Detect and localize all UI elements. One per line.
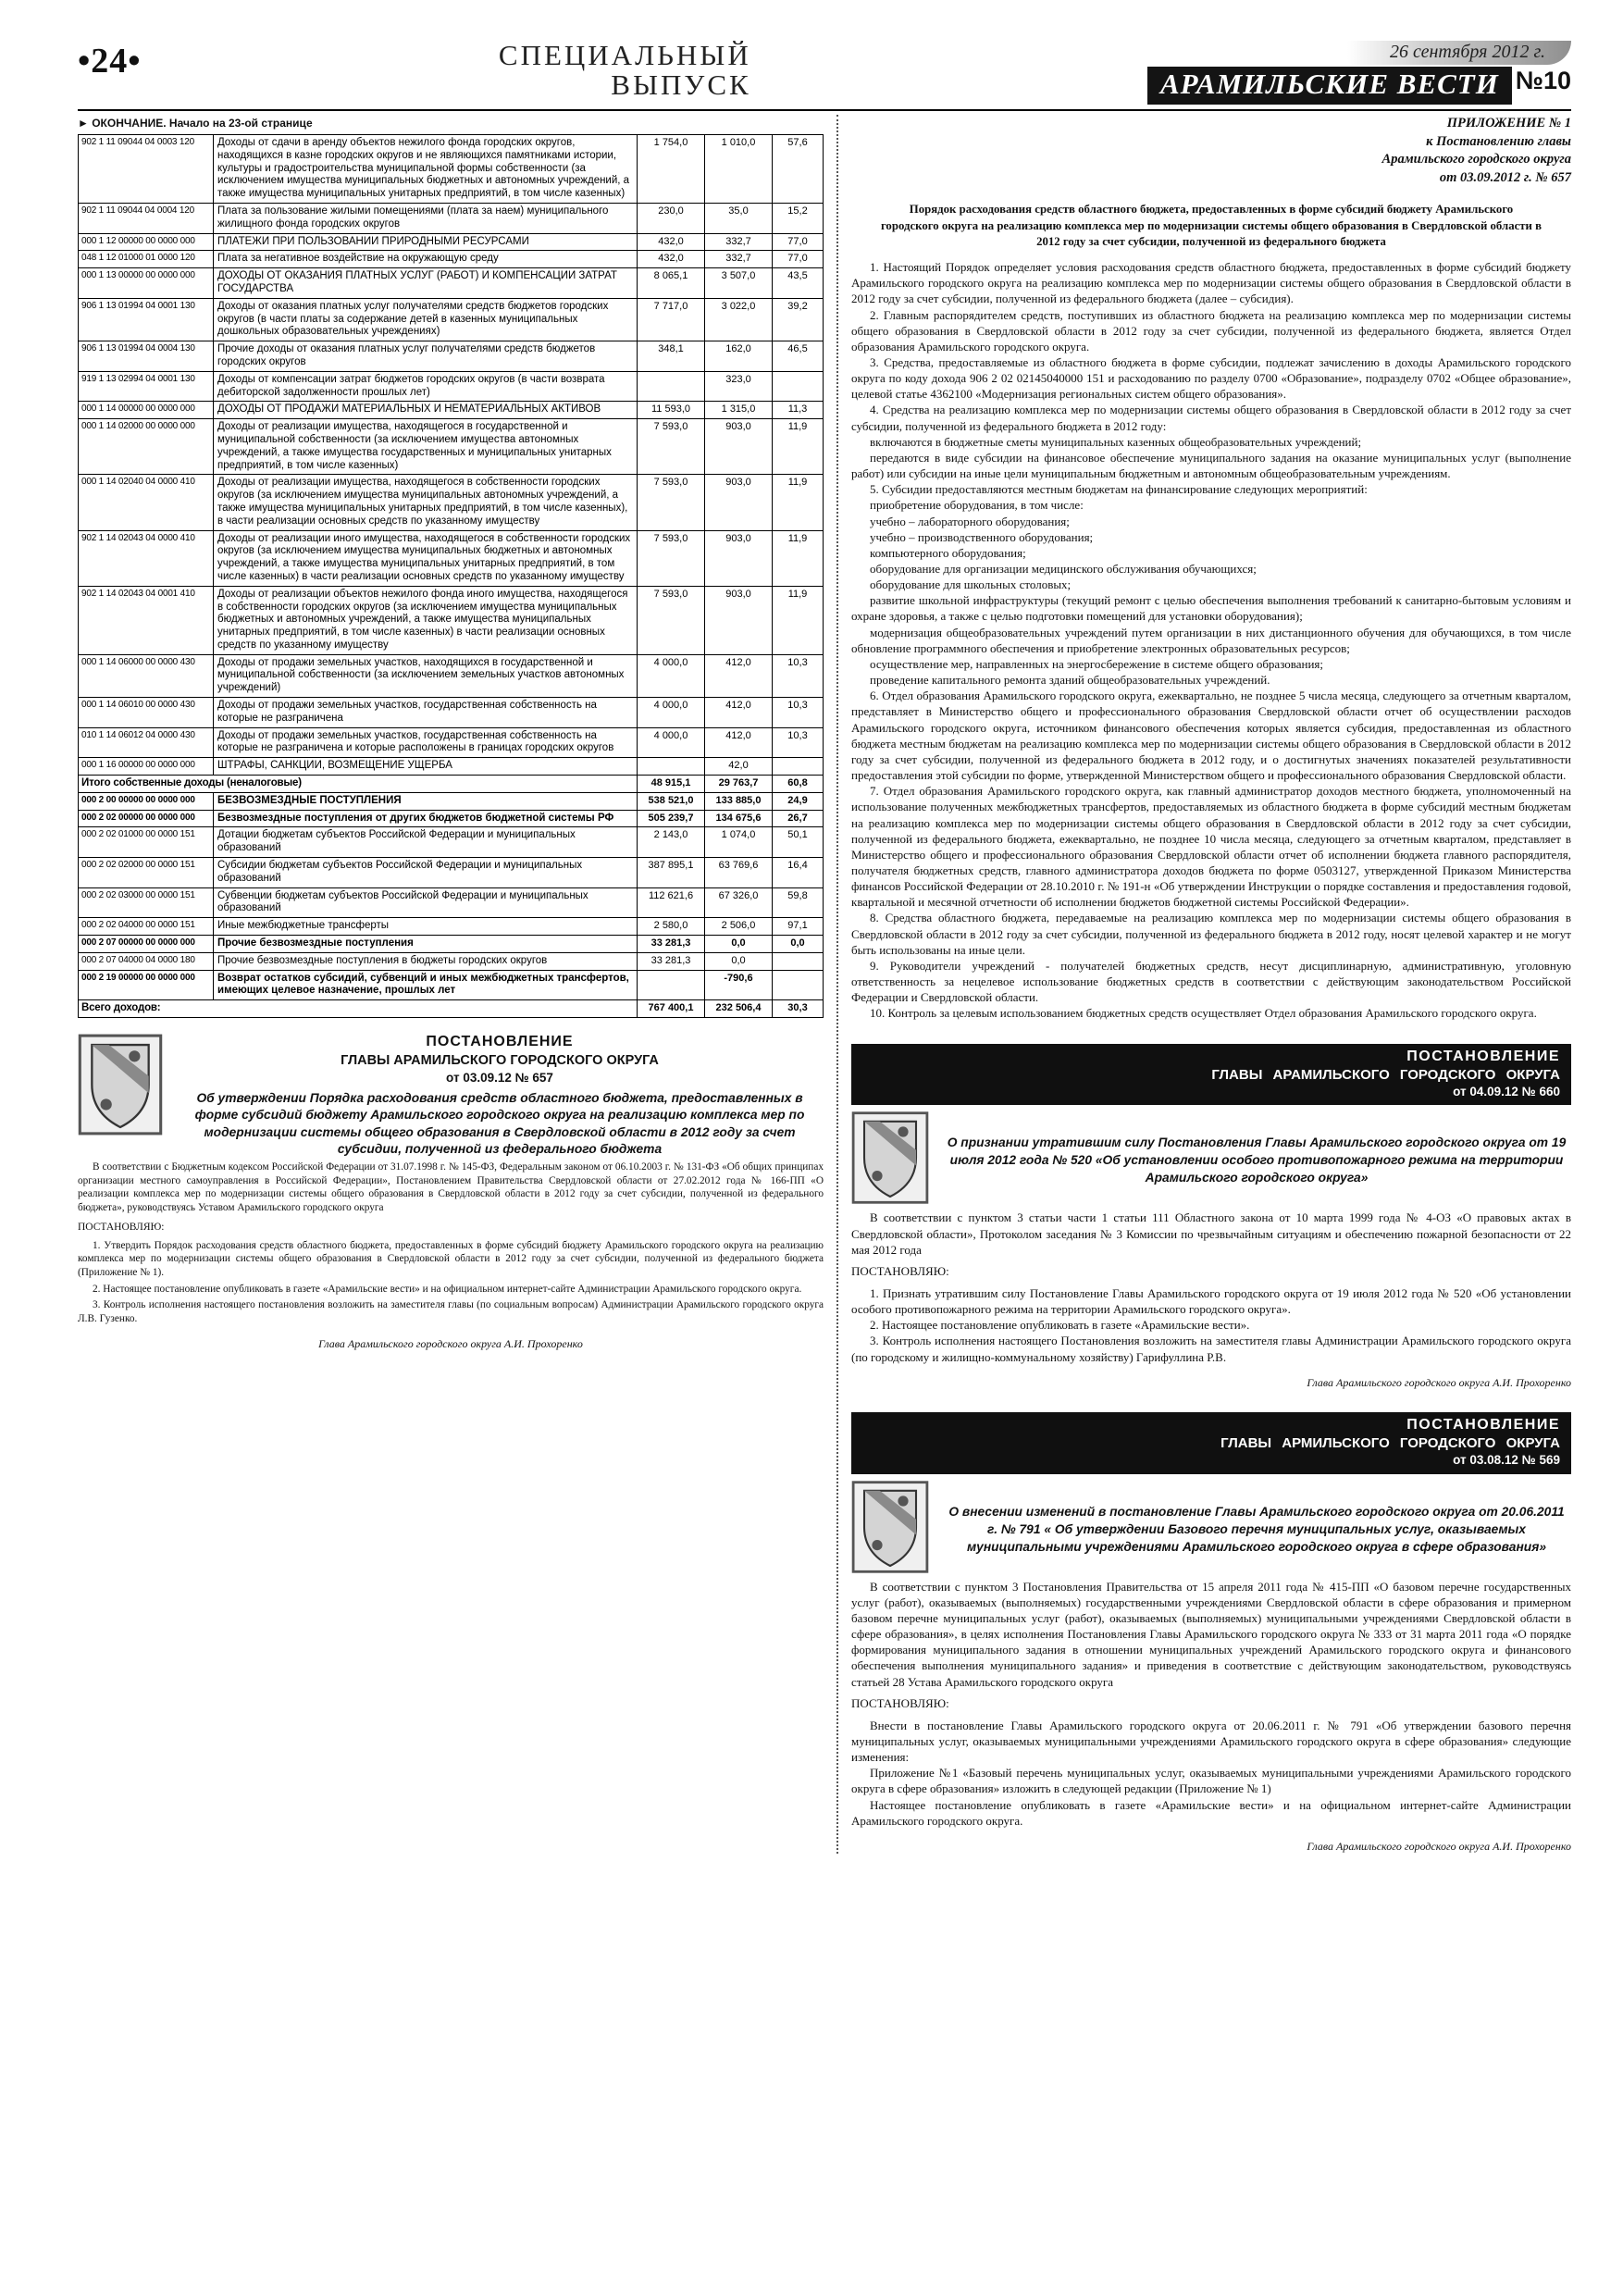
row-value-plan — [638, 970, 705, 1000]
table-row — [79, 698, 824, 728]
decree-660-resolve: ПОСТАНОВЛЯЮ: — [851, 1263, 949, 1278]
issue-date: 26 сентября 2012 г. — [1347, 41, 1571, 65]
table-row — [79, 887, 824, 918]
row-value-percent: 24,9 — [773, 792, 824, 810]
row-description: Доходы от компенсации затрат бюджетов городских округов (в части возврата дебиторской задолженности прошлых лет) — [214, 371, 638, 402]
row-code: 000 1 14 02000 00 0000 000 — [79, 419, 214, 475]
row-description: ДОХОДЫ ОТ ОКАЗАНИЯ ПЛАТНЫХ УСЛУГ (РАБОТ) И КОМПЕНСАЦИИ ЗАТРАТ ГОСУДАРСТВА — [214, 268, 638, 299]
appendix-paragraph: оборудование для школьных столовых; — [870, 577, 1072, 592]
row-code: 000 1 14 00000 00 0000 000 — [79, 402, 214, 419]
row-value-fact: 323,0 — [705, 371, 773, 402]
row-value-percent: 16,4 — [773, 858, 824, 888]
row-value-plan: 538 521,0 — [638, 792, 705, 810]
decree-660-band-line2: ГЛАВЫ АРАМИЛЬСКОГО ГОРОДСКОГО ОКРУГА — [1211, 1067, 1560, 1084]
row-code: 902 1 14 02043 04 0001 410 — [79, 586, 214, 654]
row-description: Дотации бюджетам субъектов Российской Федерации и муниципальных образований — [214, 827, 638, 858]
row-value-plan: 432,0 — [638, 251, 705, 268]
row-value-fact: 0,0 — [705, 936, 773, 953]
row-value-percent: 30,3 — [773, 1000, 824, 1018]
row-value-fact: 29 763,7 — [705, 776, 773, 793]
row-value-fact: 232 506,4 — [705, 1000, 773, 1018]
row-value-plan: 33 281,3 — [638, 952, 705, 970]
decree-569 — [851, 1412, 1571, 1854]
decree-660-band-line3: от 04.09.12 № 660 — [1453, 1085, 1560, 1099]
header-rule — [78, 109, 1571, 111]
row-value-fact: 903,0 — [705, 586, 773, 654]
row-description: Доходы от реализации имущества, находящегося в государственной и муниципальной собственности (за исключением имущества автономных учреждений, а также имущества государственных и муниципальных унитарных предприятий, в том числе казенных) — [214, 419, 638, 475]
row-code: 902 1 14 02043 04 0000 410 — [79, 530, 214, 586]
row-value-plan: 7 593,0 — [638, 530, 705, 586]
decree-660-band-line1: ПОСТАНОВЛЕНИЕ — [1406, 1048, 1560, 1064]
row-description: Прочие безвозмездные поступления — [214, 936, 638, 953]
table-row — [79, 970, 824, 1000]
row-value-plan: 2 143,0 — [638, 827, 705, 858]
decree-569-resolve: ПОСТАНОВЛЯЮ: — [851, 1695, 949, 1710]
row-value-fact: 412,0 — [705, 698, 773, 728]
row-description: Прочие доходы от оказания платных услуг получателями средств бюджетов городских округов — [214, 341, 638, 372]
appendix-paragraph: учебно – производственного оборудования; — [870, 529, 1094, 544]
row-value-plan: 387 895,1 — [638, 858, 705, 888]
table-row — [79, 827, 824, 858]
row-value-percent: 39,2 — [773, 298, 824, 341]
row-code: 000 2 00 00000 00 0000 000 — [79, 792, 214, 810]
row-value-fact: 332,7 — [705, 233, 773, 251]
row-code: 906 1 13 01994 04 0004 130 — [79, 341, 214, 372]
appendix-header-line2: к Постановлению главы — [1426, 133, 1571, 149]
column-divider — [836, 115, 838, 1854]
row-code: 000 1 16 00000 00 0000 000 — [79, 758, 214, 776]
budget-table-body — [79, 135, 824, 1018]
row-description: Плата за пользование жилыми помещениями (плата за наем) муниципального жилищного фонда городских округов — [214, 203, 638, 233]
row-value-fact: 903,0 — [705, 475, 773, 530]
decree-660-intro: В соответствии с пунктом 3 статьи части 1 статьи 111 Областного закона от 10 марта 1999 года № 4-ОЗ «О правовых актах в Свердловской области», Протоколом заседания № 3 Комиссии по чрезвычайным ситуациям и обеспечению пожарной безопасности от 22 мая 2012 года — [851, 1210, 1571, 1257]
row-value-percent — [773, 371, 824, 402]
row-value-percent: 59,8 — [773, 887, 824, 918]
row-value-fact: 332,7 — [705, 251, 773, 268]
appendix-paragraph: 7. Отдел образования Арамильского городского округа, как главный администратор доходов местного бюджета, уполномоченный на использование полученных межбюджетных трансфертов, предоставляемых из областного бюджета в форме субсидий местным бюджетам на реализацию комплекса мер по модернизации системы общего образования в Свердловской области в 2012 году за счет субсидии, полученной из федерального бюджета, ежеквартально, не позднее 10 числа месяца, следующего за отчетным кварталом, представляет в Министерство общего и профессионального образования Свердловской области отчет об исполнении бюджета главного распорядителя, получателя бюджетных средств, главного администратора доходов бюджета по форме 0503127, утвержденной Приказом Министерства финансов Российской Федерации от 28.10.2010 г. № 191-н «Об утверждении Инструкции о порядке составления и предоставления годовой, квартальной и месячной отчетности об исполнении бюджетов бюджетной системы Российской Федерации». — [851, 784, 1571, 910]
row-description: Безвозмездные поступления от других бюджетов бюджетной системы РФ — [214, 810, 638, 827]
row-value-percent: 11,9 — [773, 419, 824, 475]
row-value-percent: 43,5 — [773, 268, 824, 299]
special-issue-title — [142, 41, 1109, 100]
decree-660-band — [851, 1044, 1571, 1106]
row-description: Субвенции бюджетам субъектов Российской Федерации и муниципальных образований — [214, 887, 638, 918]
row-value-plan: 7 717,0 — [638, 298, 705, 341]
decree-item: 2. Настоящее постановление опубликовать в газете «Арамильские вести» и на официальном интернет-сайте Администрации Арамильского городского округа. — [93, 1283, 802, 1295]
row-value-fact: 162,0 — [705, 341, 773, 372]
table-row — [79, 268, 824, 299]
coat-of-arms-icon — [78, 1033, 163, 1158]
row-value-percent: 15,2 — [773, 203, 824, 233]
appendix-paragraph: 4. Средства на реализацию комплекса мер по модернизации системы общего образования в Свердловской области в 2012 году за счет субсидии, полученной из федерального бюджета в 2012 году: — [851, 403, 1571, 433]
decree-569-intro: В соответствии с пунктом 3 Постановления Правительства от 15 апреля 2011 года № 415-ПП «О базовом перечне государственных услуг (работ), оказываемых (выполняемых) государственными учреждениями Свердловской области в сфере образования и примерном базовом перечне муниципальных услуг (работ), оказываемых (выполняемых) муниципальными учреждениями Свердловской области в сфере образования», в целях исполнения Постановления Главы Арамильского городского округа № 333 от 31 марта 2011 года «О порядке формирования муниципального задания в отношении муниципальных учреждений Арамильского городского округа и финансового обеспечения выполнения муниципального задания» и приведения в соответствие с действующим законодательством, руководствуясь статьей 28 Устава Арамильского городского округа — [851, 1579, 1571, 1689]
row-value-plan: 11 593,0 — [638, 402, 705, 419]
table-row — [79, 654, 824, 697]
decree-657-resolve: ПОСТАНОВЛЯЮ: — [78, 1221, 165, 1233]
appendix-paragraph: 1. Настоящий Порядок определяет условия расходования средств областного бюджета, предоставленных в форме субсидий бюджету Арамильского городского округа на реализацию комплекса мер по модернизации системы общего образования в Свердловской области в 2012 году за счет субсидии, полученной из федерального бюджета (далее – субсидия). — [851, 260, 1571, 306]
row-value-plan — [638, 371, 705, 402]
row-description: Возврат остатков субсидий, субвенций и иных межбюджетных трансфертов, имеющих целевое назначение, прошлых лет — [214, 970, 638, 1000]
row-value-percent — [773, 970, 824, 1000]
decree-657-heading-line1: ПОСТАНОВЛЕНИЕ — [426, 1034, 574, 1050]
table-row — [79, 298, 824, 341]
row-value-fact: 35,0 — [705, 203, 773, 233]
table-row — [79, 203, 824, 233]
decree-item: 3. Контроль исполнения настоящего Постановления возложить на заместителя главы Администрации Арамильского городского округа (по городскому и жилищно-коммунальному хозяйству) Гарифуллина Р.В. — [851, 1334, 1571, 1364]
decree-569-title: О внесении изменений в постановление Главы Арамильского городского округа от 20.06.2011 г. № 791 « Об утверждении Базового перечня муниципальных услуг, оказываемых муниципальными учреждениями Арамильского городского округа в сфере образования» — [948, 1504, 1565, 1554]
row-value-plan: 348,1 — [638, 341, 705, 372]
row-value-percent — [773, 758, 824, 776]
row-code: 000 1 14 02040 04 0000 410 — [79, 475, 214, 530]
row-value-fact: 903,0 — [705, 419, 773, 475]
appendix-paragraph: 8. Средства областного бюджета, передаваемые на реализацию комплекса мер по модернизации системы общего образования в Свердловской области в 2012 году за счет субсидии, полученной из федерального бюджета в 2012 году, носят целевой характер и не могут быть использованы на иные цели. — [851, 911, 1571, 957]
row-value-plan: 2 580,0 — [638, 918, 705, 936]
row-value-plan: 1 754,0 — [638, 135, 705, 204]
appendix-paragraph: 6. Отдел образования Арамильского городского округа, ежеквартально, не позднее 5 числа месяца, следующего за отчетным кварталом, представляет в Министерство общего и профессионального образования Свердловской области отчет об осуществлении расходов Арамильского городского округа, источником финансового обеспечения которых является субсидия, предоставленная из областного бюджета местным бюджетам на реализацию комплекса мер по модернизации системы общего образования в Свердловской области в 2012 году за счет субсидии, полученной из федерального бюджета в 2012 году, и о достигнутых значениях показателей результативности предоставления этой субсидии по форме, утвержденной Министерством общего и профессионального образования Свердловской области. — [851, 689, 1571, 783]
appendix-paragraph: 10. Контроль за целевым использованием бюджетных средств осуществляет Отдел образования Арамильского городского округа. — [870, 1006, 1537, 1021]
appendix-paragraph: развитие школьной инфраструктуры (текущий ремонт с целью обеспечения выполнения требований к санитарно-бытовым условиям и охране здоровья, а также с целью подготовки помещений для установки оборудования); — [851, 593, 1571, 624]
appendix-header — [851, 115, 1571, 187]
coat-of-arms-icon — [851, 1111, 929, 1210]
row-code: 000 2 02 02000 00 0000 151 — [79, 858, 214, 888]
row-description: ШТРАФЫ, САНКЦИИ, ВОЗМЕЩЕНИЕ УЩЕРБА — [214, 758, 638, 776]
appendix-paragraph: оборудование для организации медицинского обслуживания обучающихся; — [870, 562, 1257, 577]
row-value-plan: 33 281,3 — [638, 936, 705, 953]
row-value-fact: 412,0 — [705, 727, 773, 758]
decree-569-band-line3: от 03.08.12 № 569 — [1453, 1453, 1560, 1468]
page-header — [78, 41, 1571, 105]
row-description: Доходы от сдачи в аренду объектов нежилого фонда городских округов, находящихся в казне городских округов и не являющихся памятниками истории, культуры и градостроительства муниципальной формы собственности (за исключением имущества муниципальных бюджетных и автономных учреждений, а также имущества муниципальных унитарных предприятий, в том числе казенных) — [214, 135, 638, 204]
decree-657-title: Об утверждении Порядка расходования средств областного бюджета, предоставленных в форме субсидий бюджету Арамильского городского округа на реализацию комплекса мер по модернизации системы общего образования в Свердловской области в 2012 году за счет субсидии, полученной из федерального бюджета — [194, 1091, 805, 1156]
row-description: ПЛАТЕЖИ ПРИ ПОЛЬЗОВАНИИ ПРИРОДНЫМИ РЕСУРСАМИ — [214, 233, 638, 251]
row-description: ДОХОДЫ ОТ ПРОДАЖИ МАТЕРИАЛЬНЫХ И НЕМАТЕРИАЛЬНЫХ АКТИВОВ — [214, 402, 638, 419]
special-issue-line1: СПЕЦИАЛЬНЫЙ — [498, 39, 751, 71]
row-description: Субсидии бюджетам субъектов Российской Федерации и муниципальных образований — [214, 858, 638, 888]
row-value-percent: 11,9 — [773, 586, 824, 654]
appendix-header-line1: ПРИЛОЖЕНИЕ № 1 — [1446, 116, 1571, 130]
decree-569-items — [851, 1718, 1571, 1829]
row-value-percent: 50,1 — [773, 827, 824, 858]
decree-569-band-line1: ПОСТАНОВЛЕНИЕ — [1406, 1416, 1560, 1433]
row-value-fact: 63 769,6 — [705, 858, 773, 888]
row-code: 906 1 13 01994 04 0001 130 — [79, 298, 214, 341]
decree-569-band-line2: ГЛАВЫ АРМИЛЬСКОГО ГОРОДСКОГО ОКРУГА — [1220, 1435, 1560, 1452]
row-value-plan: 4 000,0 — [638, 727, 705, 758]
decree-657-intro: В соответствии с Бюджетным кодексом Российской Федерации от 31.07.1998 г. № 145-ФЗ, Федеральным законом от 06.10.2003 г. № 131-ФЗ «Об общих принципах организации местного самоуправления в Российской Федерации», Постановлением Правительства Свердловской области от 27.02.2012 года № 166-ПП «О реализации комплекса мер по модернизации системы общего образования в Свердловской области в 2012 году за счет субсидии, полученной из федерального бюджета», руководствуясь Уставом Арамильского городского округа — [78, 1161, 824, 1214]
row-value-plan: 230,0 — [638, 203, 705, 233]
row-description: Плата за негативное воздействие на окружающую среду — [214, 251, 638, 268]
decree-item: Внести в постановление Главы Арамильского городского округа от 20.06.2011 г. № 791 «Об утверждении базового перечня муниципальных услуг, оказываемых муниципальными учреждениями Арамильского городского округа в сфере образования» следующие изменения: — [851, 1718, 1571, 1765]
row-value-fact: -790,6 — [705, 970, 773, 1000]
decree-657-heading — [176, 1033, 824, 1086]
row-code: 048 1 12 01000 01 0000 120 — [79, 251, 214, 268]
signature-660: Глава Арамильского городского округа А.И. Прохоренко — [1307, 1375, 1571, 1389]
row-code: 010 1 14 06012 04 0000 430 — [79, 727, 214, 758]
row-value-percent: 0,0 — [773, 936, 824, 953]
row-value-plan: 432,0 — [638, 233, 705, 251]
row-value-plan — [638, 758, 705, 776]
row-value-plan: 505 239,7 — [638, 810, 705, 827]
row-description: Доходы от продажи земельных участков, государственная собственность на которые не разграничена и которые расположены в границах городских округов — [214, 727, 638, 758]
row-value-plan: 7 593,0 — [638, 586, 705, 654]
row-value-fact: 3 507,0 — [705, 268, 773, 299]
row-value-fact: 1 315,0 — [705, 402, 773, 419]
row-description: БЕЗВОЗМЕЗДНЫЕ ПОСТУПЛЕНИЯ — [214, 792, 638, 810]
row-value-fact: 903,0 — [705, 530, 773, 586]
budget-table — [78, 134, 824, 1018]
page-number: •24• — [78, 42, 142, 81]
masthead — [1109, 41, 1571, 105]
row-value-fact: 412,0 — [705, 654, 773, 697]
row-value-percent: 11,9 — [773, 530, 824, 586]
row-value-percent: 97,1 — [773, 918, 824, 936]
newspaper-title: АРАМИЛЬСКИЕ ВЕСТИ — [1147, 67, 1512, 105]
row-value-fact: 3 022,0 — [705, 298, 773, 341]
decree-item: 2. Настоящее постановление опубликовать в газете «Арамильские вести». — [870, 1318, 1250, 1333]
appendix-paragraph: модернизация общеобразовательных учреждений путем организации в них дистанционного обучения для обучающихся, в том числе обновление программного обеспечения и приобретение электронных образовательных ресурсов; — [851, 625, 1571, 655]
decree-660-items — [851, 1285, 1571, 1365]
appendix-paragraph: приобретение оборудования, в том числе: — [870, 498, 1084, 513]
row-code: 000 2 02 01000 00 0000 151 — [79, 827, 214, 858]
row-value-percent: 77,0 — [773, 251, 824, 268]
row-code: 000 1 13 00000 00 0000 000 — [79, 268, 214, 299]
table-row — [79, 858, 824, 888]
table-row — [79, 586, 824, 654]
decree-item: Настоящее постановление опубликовать в газете «Арамильские вести» и на официальном интернет-сайте Администрации Арамильского городского округа. — [851, 1797, 1571, 1828]
row-value-percent: 10,3 — [773, 654, 824, 697]
table-row — [79, 135, 824, 204]
row-value-percent: 26,7 — [773, 810, 824, 827]
table-row — [79, 810, 824, 827]
row-value-plan: 767 400,1 — [638, 1000, 705, 1018]
issue-number: №10 — [1515, 67, 1571, 94]
row-description: Доходы от реализации имущества, находящегося в собственности городских округов (за исключением имущества муниципальных автономных учреждений, а также имущества муниципальных унитарных предприятий, в том числе казенных), в части реализации основных средств по указанному имуществу — [214, 475, 638, 530]
row-value-percent: 46,5 — [773, 341, 824, 372]
row-value-fact: 133 885,0 — [705, 792, 773, 810]
row-description: Доходы от продажи земельных участков, находящихся в государственной и муниципальной собственности (за исключением земельных участков автономных учреждений) — [214, 654, 638, 697]
decree-item: 1. Утвердить Порядок расходования средств областного бюджета, предоставленных в форме субсидий бюджету Арамильского городского округа на реализацию комплекса мер по модернизации системы общего образования в Свердловской области в 2012 году за счет субсидии, полученной из федерального бюджета (Приложение № 1). — [78, 1239, 824, 1279]
decree-item: Приложение №1 «Базовый перечень муниципальных услуг, оказываемых муниципальными учреждениями Арамильского городского округа в сфере образования» изложить в следующей редакции (Приложение № 1) — [851, 1766, 1571, 1796]
row-value-fact: 42,0 — [705, 758, 773, 776]
row-code: 000 2 02 03000 00 0000 151 — [79, 887, 214, 918]
row-value-fact: 1 010,0 — [705, 135, 773, 204]
table-row — [79, 727, 824, 758]
row-value-percent: 11,9 — [773, 475, 824, 530]
row-code: 000 1 14 06000 00 0000 430 — [79, 654, 214, 697]
table-row — [79, 419, 824, 475]
appendix-paragraph: учебно – лабораторного оборудования; — [870, 514, 1070, 528]
decree-657 — [78, 1033, 824, 1351]
row-description: Доходы от продажи земельных участков, государственная собственность на которые не разграничена — [214, 698, 638, 728]
table-row — [79, 530, 824, 586]
continuation-note: ► ОКОНЧАНИЕ. Начало на 23-ой странице — [78, 117, 313, 130]
row-description: Доходы от реализации иного имущества, находящегося в собственности городских округов (за исключением имущества муниципальных бюджетных и автономных учреждений, а также имущества муниципальных унитарных предприятий, в том числе казенных) в части реализации основных средств по указанному имуществу — [214, 530, 638, 586]
row-value-plan: 8 065,1 — [638, 268, 705, 299]
appendix-header-line3: Арамильского городского округа — [1381, 152, 1571, 168]
signature-657: Глава Арамильского городского округа А.И. Прохоренко — [318, 1336, 583, 1350]
table-row — [79, 371, 824, 402]
row-code: 000 2 07 00000 00 0000 000 — [79, 936, 214, 953]
row-code: Итого собственные доходы (неналоговые) — [79, 776, 638, 793]
row-value-fact: 134 675,6 — [705, 810, 773, 827]
appendix-paragraph: 9. Руководители учреждений - получателей бюджетных средств, несут дисциплинарную, административную, уголовную ответственность за нецелевое использование бюджетных средств в соответствии с действующим законодательством Российской Федерации и Свердловской области. — [851, 958, 1571, 1005]
row-value-plan: 4 000,0 — [638, 654, 705, 697]
row-value-plan: 7 593,0 — [638, 475, 705, 530]
row-code: 000 2 07 04000 04 0000 180 — [79, 952, 214, 970]
row-value-percent — [773, 952, 824, 970]
row-value-fact: 2 506,0 — [705, 918, 773, 936]
appendix-paragraph: 3. Средства, предоставляемые из областного бюджета в форме субсидии, подлежат зачислению в доходы Арамильского городского округа по коду дохода 906 2 02 02145040000 151 и расходованию по разделу 0700 «Образование», подразделу 0702 «Общее образование», целевой статье 4362100 «Модернизация региональных систем общего образования». — [851, 354, 1571, 402]
table-row — [79, 792, 824, 810]
row-value-percent: 10,3 — [773, 727, 824, 758]
decree-657-heading-line2: ГЛАВЫ АРАМИЛЬСКОГО ГОРОДСКОГО ОКРУГА — [341, 1052, 659, 1068]
row-description: Доходы от реализации объектов нежилого фонда иного имущества, находящегося в собственности городских округов (за исключением имущества муниципальных бюджетных и автономных учреждений, а также имущества муниципальных унитарных предприятий, в том числе казенных) в части реализации основных средств по указанному имуществу — [214, 586, 638, 654]
row-value-percent: 11,3 — [773, 402, 824, 419]
row-code: 902 1 11 09044 04 0003 120 — [79, 135, 214, 204]
table-row — [79, 402, 824, 419]
appendix-paragraph: передаются в виде субсидии на финансовое обеспечение муниципального задания на оказание муниципальных услуг (выполнение работ) или субсидии на иные цели муниципальным бюджетным и автономным общеобразовательным учреждениям. — [851, 450, 1571, 481]
table-row — [79, 952, 824, 970]
row-value-fact: 0,0 — [705, 952, 773, 970]
row-value-plan: 112 621,6 — [638, 887, 705, 918]
right-column — [851, 115, 1571, 1854]
decree-item: 3. Контроль исполнения настоящего постановления возложить на заместителя главы (по социальным вопросам) Администрации Арамильского городского округа Л.В. Гузенко. — [78, 1299, 824, 1325]
decree-657-heading-line3: от 03.09.12 № 657 — [446, 1070, 553, 1085]
row-value-plan: 7 593,0 — [638, 419, 705, 475]
row-description: Доходы от оказания платных услуг получателями средств бюджетов городских округов (в части платы за содержание детей в казенных муниципальных дошкольных образовательных учреждениях) — [214, 298, 638, 341]
left-column — [78, 115, 824, 1351]
special-issue-line2: ВЫПУСК — [611, 68, 751, 102]
table-row — [79, 233, 824, 251]
appendix-header-line4: от 03.09.2012 г. № 657 — [1439, 169, 1571, 185]
row-description: Иные межбюджетные трансферты — [214, 918, 638, 936]
page-body — [78, 115, 1571, 1854]
row-code: 000 2 02 04000 00 0000 151 — [79, 918, 214, 936]
row-value-percent: 60,8 — [773, 776, 824, 793]
table-row — [79, 251, 824, 268]
table-row — [79, 776, 824, 793]
row-value-percent: 57,6 — [773, 135, 824, 204]
decree-660-title: О признании утратившим силу Постановления Главы Арамильского городского округа от 19 июля 2012 года № 520 «Об установлении особого противопожарного режима на территории Арамильского городского округа» — [947, 1136, 1567, 1185]
appendix-body — [851, 259, 1571, 1022]
table-row — [79, 936, 824, 953]
appendix-paragraph: проведение капитального ремонта зданий общеобразовательных учреждений. — [870, 673, 1270, 688]
row-value-percent: 77,0 — [773, 233, 824, 251]
appendix-paragraph: включаются в бюджетные сметы муниципальных казенных общеобразовательных учреждений; — [870, 434, 1362, 449]
decree-657-items — [78, 1239, 824, 1326]
appendix-paragraph: компьютерного оборудования; — [870, 545, 1026, 560]
row-code: Всего доходов: — [79, 1000, 638, 1018]
row-code: 000 2 19 00000 00 0000 000 — [79, 970, 214, 1000]
row-value-fact: 67 326,0 — [705, 887, 773, 918]
appendix-paragraph: 5. Субсидии предоставляются местным бюджетам на финансирование следующих мероприятий: — [870, 482, 1368, 497]
row-code: 000 2 02 00000 00 0000 000 — [79, 810, 214, 827]
appendix-paragraph: 2. Главным распорядителем средств, поступивших из областного бюджета на реализацию комплекса мер по модернизации системы общего образования в Свердловской области в 2012 году за счет субсидии, полученной из федерального бюджета, является Отдел образования Арамильского городского округа. — [851, 307, 1571, 354]
decree-item: 1. Признать утратившим силу Постановление Главы Арамильского городского округа от 19 июля 2012 года № 520 «Об установлении особого противопожарного режима на территории Арамильского городского округа». — [851, 1285, 1571, 1317]
signature-569: Глава Арамильского городского округа А.И. Прохоренко — [1307, 1839, 1571, 1853]
table-row — [79, 758, 824, 776]
row-code: 000 1 12 00000 00 0000 000 — [79, 233, 214, 251]
row-value-plan: 48 915,1 — [638, 776, 705, 793]
row-code: 902 1 11 09044 04 0004 120 — [79, 203, 214, 233]
row-value-percent: 10,3 — [773, 698, 824, 728]
row-code: 000 1 14 06010 00 0000 430 — [79, 698, 214, 728]
coat-of-arms-icon — [851, 1480, 929, 1579]
appendix-title: Порядок расходования средств областного бюджета, предоставленных в форме субсидий бюджету Арамильского городского округа на реализацию комплекса мер по модернизации системы общего образования в Свердловской области в 2012 году за счет субсидии, полученной из федерального бюджета — [880, 203, 1542, 248]
table-row — [79, 1000, 824, 1018]
table-row — [79, 918, 824, 936]
table-row — [79, 341, 824, 372]
row-description: Прочие безвозмездные поступления в бюджеты городских округов — [214, 952, 638, 970]
decree-660 — [851, 1044, 1571, 1390]
row-code: 919 1 13 02994 04 0001 130 — [79, 371, 214, 402]
table-row — [79, 475, 824, 530]
appendix-paragraph: осуществление мер, направленных на энергосбережение в системе общего образования; — [870, 656, 1324, 671]
decree-569-band — [851, 1412, 1571, 1474]
row-value-plan: 4 000,0 — [638, 698, 705, 728]
row-value-fact: 1 074,0 — [705, 827, 773, 858]
